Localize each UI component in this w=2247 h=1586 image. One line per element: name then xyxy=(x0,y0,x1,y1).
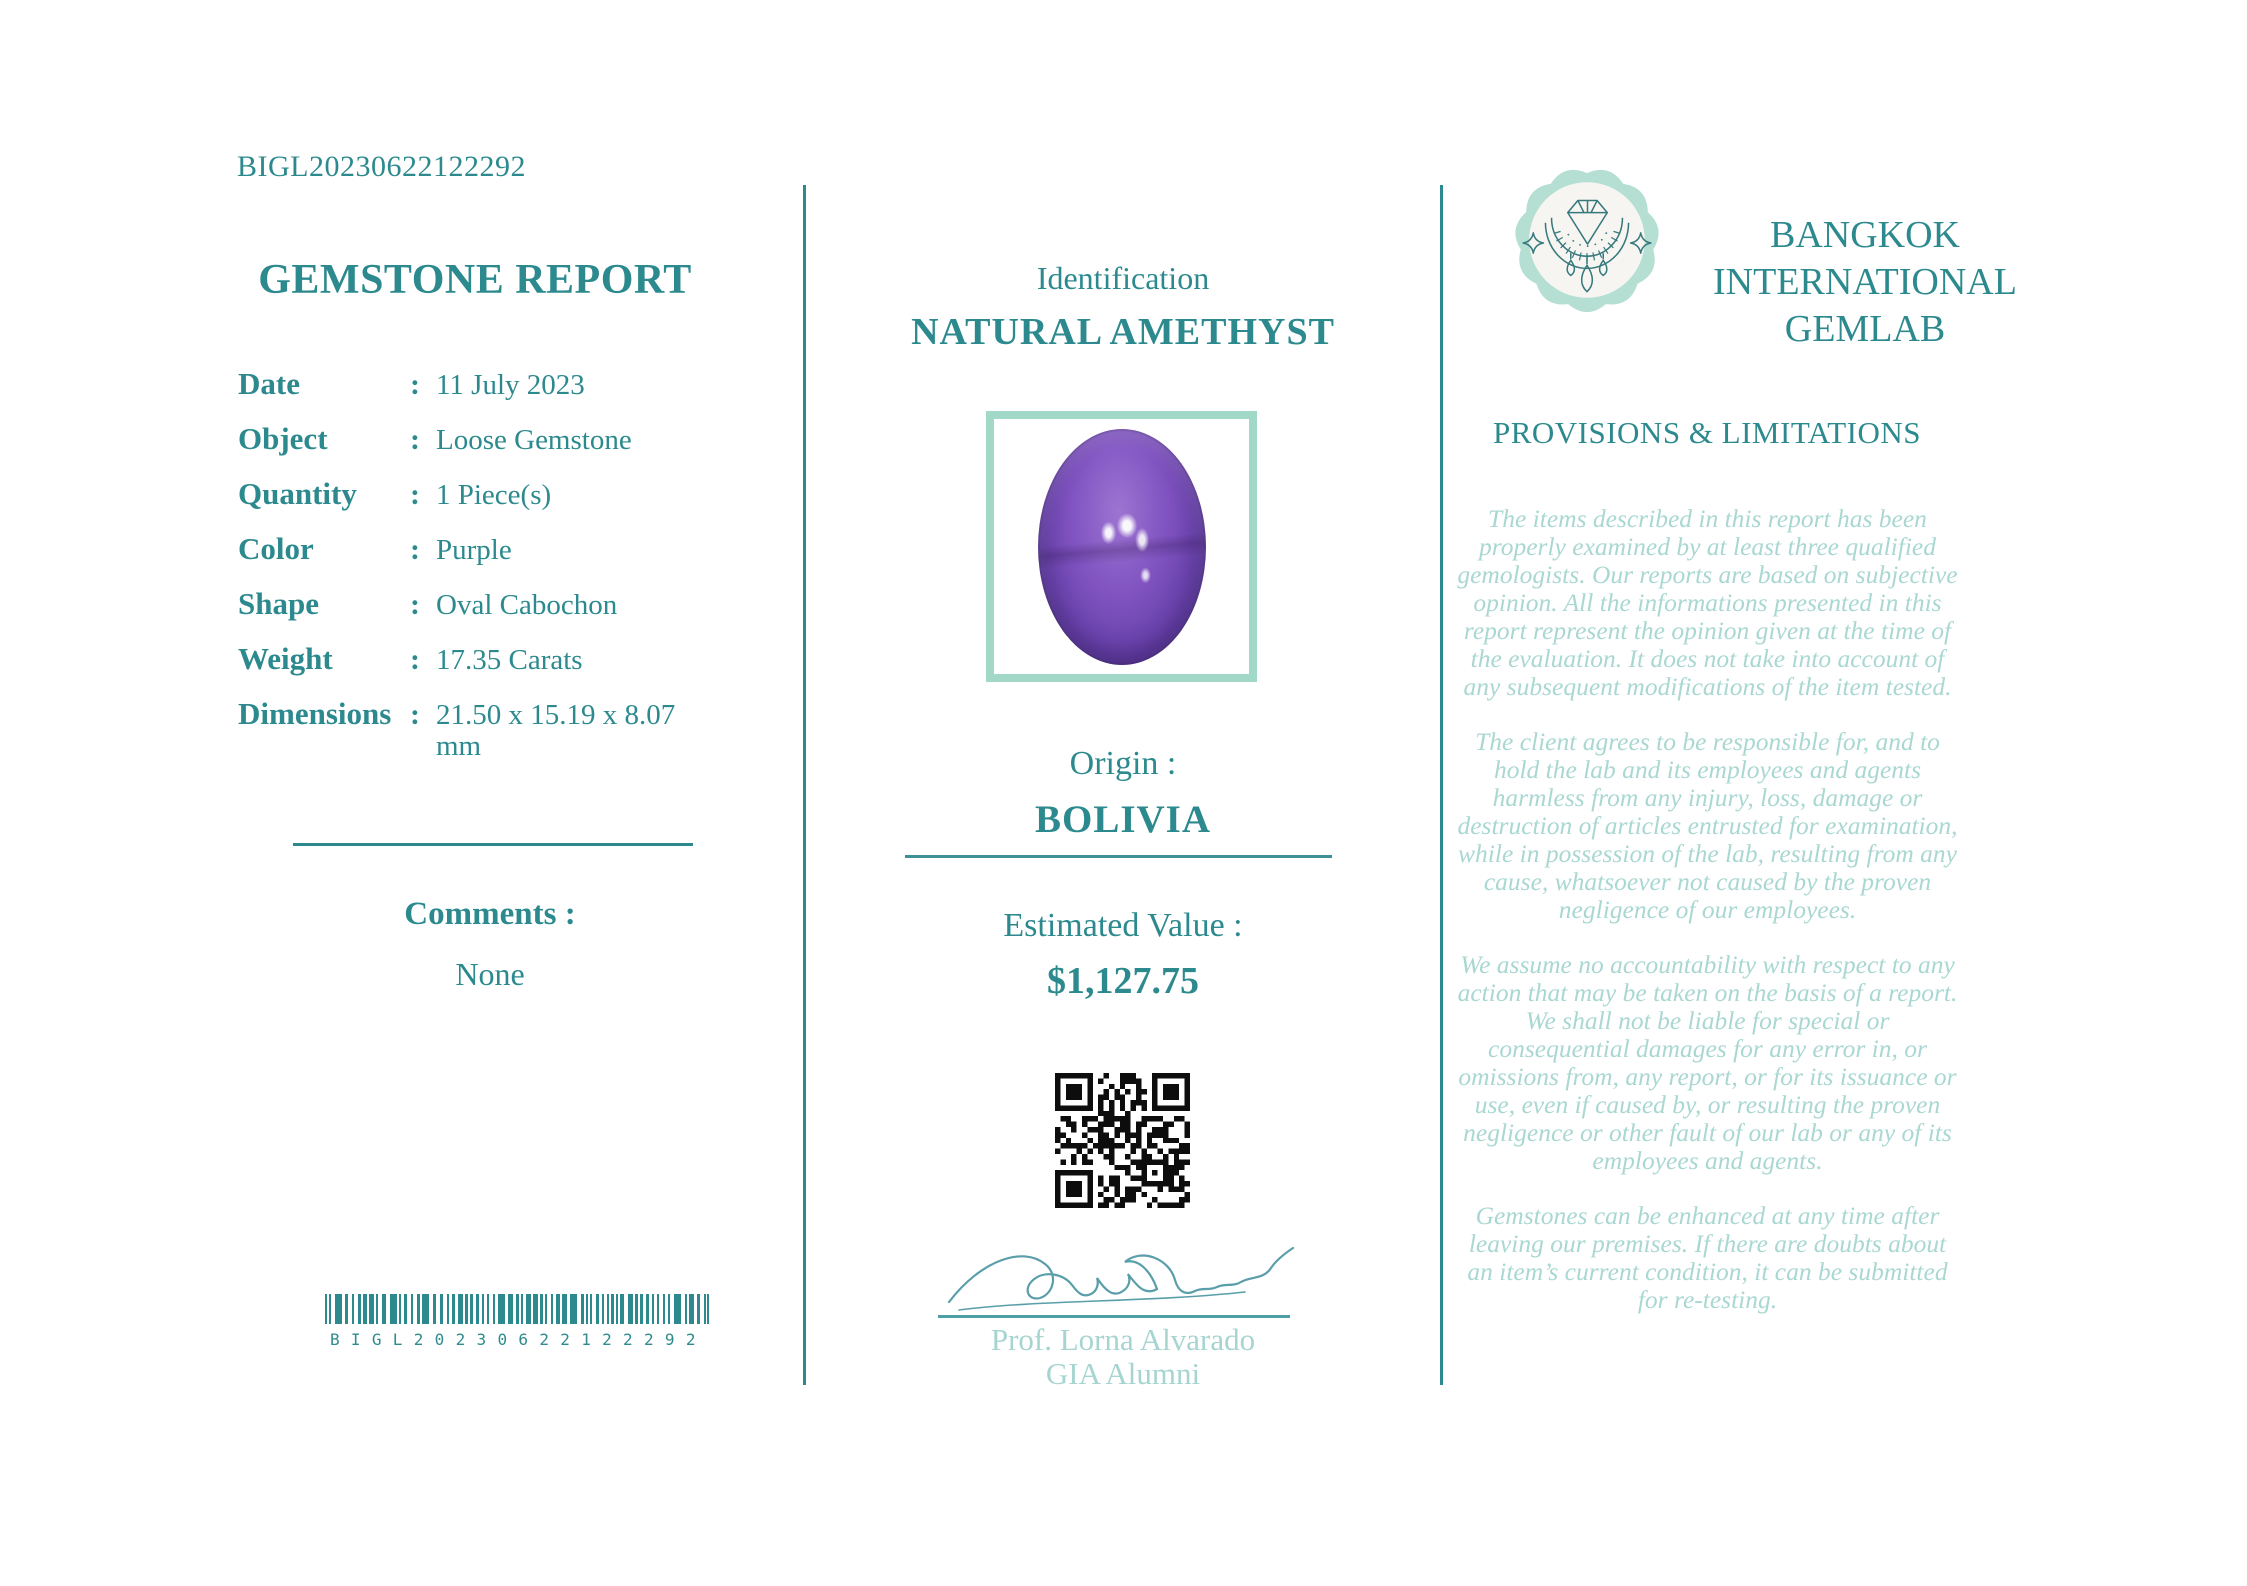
gemstone-details-table xyxy=(238,368,718,784)
field-colon: : xyxy=(410,478,420,511)
estimated-value-label: Estimated Value : xyxy=(1003,907,1243,944)
provisions-text xyxy=(1455,505,1960,1341)
provisions-paragraph-1: The items described in this report has been properly examined by at least three qualified gemologists. Our reports are based on subjective opinion. All the informations presented in this report represent the opinion given at the time of the evaluation. It does not take into account of any subsequent modifications of the item tested. xyxy=(1457,504,1958,701)
field-colon: : xyxy=(410,423,420,456)
gemlab-logo xyxy=(1513,166,1661,314)
barcode-text: BIGL20230622122292 xyxy=(330,1330,707,1349)
field-label: Shape xyxy=(238,586,319,621)
field-row-shape xyxy=(238,588,718,621)
lab-name-line-3: GEMLAB xyxy=(1784,308,1946,350)
field-label: Weight xyxy=(238,641,333,676)
signatory-name: Prof. Lorna Alvarado xyxy=(990,1322,1256,1357)
gemstone-photo-frame xyxy=(986,411,1257,682)
column-divider-right xyxy=(1440,185,1443,1385)
origin-divider-line xyxy=(905,855,1332,858)
signatory-title: GIA Alumni xyxy=(1045,1356,1201,1391)
field-row-quantity xyxy=(238,478,718,511)
field-value: 21.50 x 15.19 x 8.07 mm xyxy=(436,699,676,762)
field-label: Quantity xyxy=(238,476,357,511)
report-number: BIGL20230622122292 xyxy=(237,150,526,183)
barcode-bars xyxy=(325,1294,709,1324)
field-row-dimensions xyxy=(238,698,718,762)
gemstone-photo xyxy=(1038,429,1206,665)
field-value: 11 July 2023 xyxy=(436,369,585,401)
field-label: Date xyxy=(238,366,300,401)
field-label: Dimensions xyxy=(238,696,392,731)
identification-value: NATURAL AMETHYST xyxy=(911,311,1335,353)
barcode xyxy=(325,1294,715,1349)
signature xyxy=(945,1236,1295,1316)
field-label: Object xyxy=(238,421,328,456)
field-row-date xyxy=(238,368,718,401)
field-colon: : xyxy=(410,533,420,566)
field-colon: : xyxy=(410,643,420,676)
column-divider-left xyxy=(803,185,806,1385)
field-colon: : xyxy=(410,698,420,731)
field-colon: : xyxy=(410,368,420,401)
provisions-title: PROVISIONS & LIMITATIONS xyxy=(1492,415,1922,450)
comments-value: None xyxy=(455,956,525,992)
origin-value: BOLIVIA xyxy=(1034,798,1212,841)
provisions-paragraph-4: Gemstones can be enhanced at any time after leaving our premises. If there are doubts about an item’s current condition, it can be submitted for re-testing. xyxy=(1467,1201,1948,1314)
provisions-paragraph-2: The client agrees to be responsible for, and to hold the lab and its employees and agents harmless from any injury, loss, damage or destruction of articles entrusted for examination, while in possession of the lab, resulting from any cause, whatsoever not caused by the proven negligence of our employees. xyxy=(1457,727,1958,924)
field-value: 17.35 Carats xyxy=(436,644,583,676)
field-row-object xyxy=(238,423,718,456)
field-row-color xyxy=(238,533,718,566)
report-title: GEMSTONE REPORT xyxy=(258,257,692,303)
comments-label: Comments : xyxy=(404,896,576,932)
field-value: Loose Gemstone xyxy=(436,424,632,456)
provisions-paragraph-3: We assume no accountability with respect to any action that may be taken on the basis of a report. We shall not be liable for special or consequential damages for any error in, or omissions from, any report, or for its issuance or use, even if caused by, or resulting the proven negligence or other fault of our lab or any of its employees and agents. xyxy=(1457,950,1958,1175)
lab-name-line-2: INTERNATIONAL xyxy=(1713,261,2017,303)
lab-name xyxy=(1700,212,2030,353)
field-value: Oval Cabochon xyxy=(436,589,618,621)
identification-label: Identification xyxy=(1036,260,1210,296)
qr-code xyxy=(1055,1073,1190,1208)
field-colon: : xyxy=(410,588,420,621)
estimated-value: $1,127.75 xyxy=(1047,960,1199,1002)
lab-name-line-1: BANGKOK xyxy=(1770,214,1960,256)
field-label: Color xyxy=(238,531,314,566)
origin-label: Origin : xyxy=(1069,745,1177,782)
field-value: 1 Piece(s) xyxy=(436,479,552,511)
field-value: Purple xyxy=(436,534,512,566)
signature-line xyxy=(938,1315,1290,1318)
field-row-weight xyxy=(238,643,718,676)
comments-divider-line xyxy=(293,843,693,846)
